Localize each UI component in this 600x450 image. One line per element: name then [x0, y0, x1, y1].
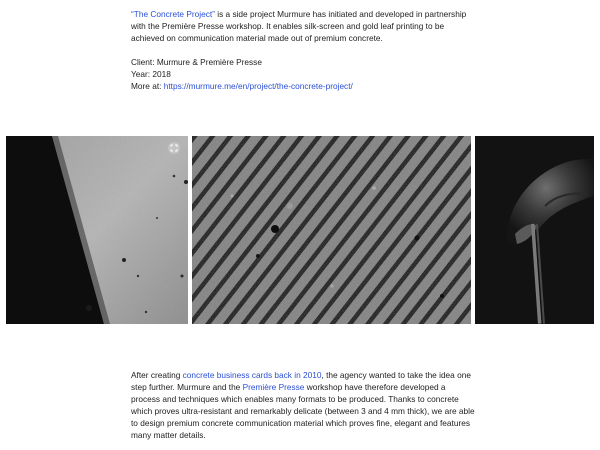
gallery-image-concrete-surface[interactable]: [6, 136, 188, 324]
gallery-image-grooved-concrete[interactable]: [192, 136, 471, 324]
spacer: [131, 44, 471, 56]
image-gallery: [0, 136, 600, 324]
intro-description: is a side project Murmure has initiated and developed in partnership with the Première Presse workshop. It enables silk-screen and gold leaf printing to be achieved on communication material made out of premium concrete.: [131, 9, 467, 43]
project-link[interactable]: “The Concrete Project”: [131, 9, 215, 19]
description-text-2: , the agency wanted to take the idea one step further. Murmure and the: [131, 370, 471, 392]
gallery-image-hand-holding-concrete[interactable]: [475, 136, 594, 324]
premiere-presse-link[interactable]: Première Presse: [242, 382, 305, 392]
expand-icon: [170, 144, 178, 152]
year-line: Year: 2018: [131, 69, 171, 79]
more-at-label: More at:: [131, 81, 164, 91]
concrete-surface-photo: [6, 136, 188, 324]
description-paragraph: [131, 369, 476, 441]
more-at-link[interactable]: https://murmure.me/en/project/the-concrete-project/: [163, 81, 353, 91]
client-line: Client: Murmure & Première Presse: [131, 57, 262, 67]
business-cards-link[interactable]: concrete business cards back in 2010: [182, 370, 322, 380]
description-text-1: After creating: [131, 370, 183, 380]
more-at-line: [131, 80, 471, 92]
description-text-3: workshop have therefore developed a process and techniques which enables many formats to be produced. Thanks to concrete which proves ultra-resistant and remarkably delicate (between 3 and 4 mm thick), we are able to design premium concrete communication material which proves fine, elegant and features many matter details.: [131, 382, 475, 440]
hand-with-concrete-photo: [475, 136, 594, 324]
intro-section: [131, 8, 471, 92]
expand-image-button[interactable]: [168, 142, 180, 154]
intro-paragraph: [131, 8, 471, 44]
grooved-concrete-photo: [192, 136, 471, 324]
project-description: [131, 369, 476, 441]
